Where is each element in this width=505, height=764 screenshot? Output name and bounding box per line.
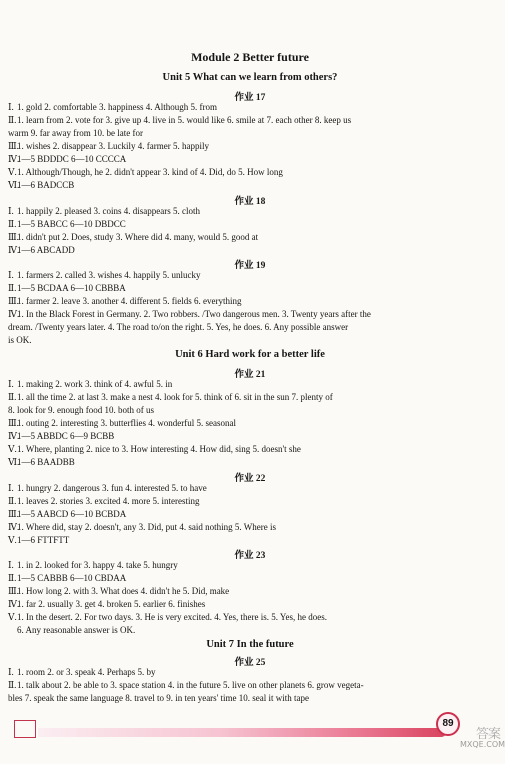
answer-line: Ⅲ.1. didn't put 2. Does, study 3. Where did 4. many, would 5. good at xyxy=(8,232,259,242)
answer-line: Ⅱ.1. all the time 2. at last 3. make a nest 4. look for 5. think of 6. sit in the sun 7. plenty of xyxy=(8,392,333,402)
unit-5-title: Unit 5 What can we learn from others? xyxy=(162,72,338,83)
answer-line: Ⅴ.1—6 FTTFTT xyxy=(8,535,70,545)
homework-21-label: 作业 21 xyxy=(234,370,266,380)
answer-line: Ⅱ.1. leaves 2. stories 3. excited 4. more 5. interesting xyxy=(8,496,200,506)
answer-line: bles 7. speak the same language 8. travel to 9. in ten years' time 10. seal it with tape xyxy=(8,693,310,703)
answer-line: Ⅴ.1. In the desert. 2. For two days. 3. He is very excited. 4. Yes, there is. 5. Yes, he does. xyxy=(8,612,327,622)
answer-line: Ⅳ.1. In the Black Forest in Germany. 2. Two robbers. /Two dangerous men. 3. Twenty years after the xyxy=(8,309,371,319)
answer-line: Ⅳ.1—5 ABBDC 6—9 BCBB xyxy=(8,431,115,441)
answer-line: Ⅴ.1. Although/Though, he 2. didn't appear 3. kind of 4. Did, do 5. How long xyxy=(8,167,283,177)
answer-line: Ⅳ.1. far 2. usually 3. get 4. broken 5. earlier 6. finishes xyxy=(8,599,206,609)
homework-23-label: 作业 23 xyxy=(234,551,266,561)
homework-18-label: 作业 18 xyxy=(234,197,266,207)
answer-line: 6. Any reasonable answer is OK. xyxy=(17,625,136,635)
answer-line: Ⅲ.1. farmer 2. leave 3. another 4. different 5. fields 6. everything xyxy=(8,296,242,306)
answer-line: Ⅲ.1—5 AABCD 6—10 BCBDA xyxy=(8,509,127,519)
answer-line: Ⅵ.1—6 BADCCB xyxy=(8,180,75,190)
footer-box-decoration xyxy=(14,720,36,738)
answer-line: Ⅳ.1—5 BDDDC 6—10 CCCCA xyxy=(8,154,127,164)
unit-7-title: Unit 7 In the future xyxy=(206,639,294,650)
answer-line: warm 9. far away from 10. be late for xyxy=(8,128,143,138)
answer-line: Ⅰ. 1. happily 2. pleased 3. coins 4. disappears 5. cloth xyxy=(8,206,200,216)
answer-line: Ⅳ.1. Where did, stay 2. doesn't, any 3. Did, put 4. said nothing 5. Where is xyxy=(8,522,277,532)
answer-line: Ⅰ. 1. making 2. work 3. think of 4. awful 5. in xyxy=(8,379,173,389)
page-number-badge: 89 xyxy=(436,712,460,736)
answer-line: Ⅰ. 1. room 2. or 3. speak 4. Perhaps 5. by xyxy=(8,667,156,677)
answer-line: Ⅴ.1. Where, planting 2. nice to 3. How interesting 4. How did, sing 5. doesn't she xyxy=(8,444,301,454)
answer-line: is OK. xyxy=(8,335,32,345)
answer-line: Ⅱ.1—5 BABCC 6—10 DBDCC xyxy=(8,219,126,229)
answer-line: 8. look for 9. enough food 10. both of us xyxy=(8,405,154,415)
homework-22-label: 作业 22 xyxy=(234,474,266,484)
answer-line: dream. /Twenty years later. 4. The road to/on the right. 5. Yes, he does. 6. Any possible answer xyxy=(8,322,349,332)
answer-line: Ⅰ. 1. gold 2. comfortable 3. happiness 4. Although 5. from xyxy=(8,102,217,112)
watermark-url: MXQE.COM xyxy=(460,740,505,749)
answer-line: Ⅰ. 1. farmers 2. called 3. wishes 4. happily 5. unlucky xyxy=(8,270,201,280)
homework-25-label: 作业 25 xyxy=(234,658,266,668)
answer-line: Ⅱ.1—5 CABBB 6—10 CBDAA xyxy=(8,573,127,583)
answer-line: Ⅰ. 1. in 2. looked for 3. happy 4. take 5. hungry xyxy=(8,560,178,570)
answer-line: Ⅲ.1. wishes 2. disappear 3. Luckily 4. farmer 5. happily xyxy=(8,141,209,151)
unit-6-title: Unit 6 Hard work for a better life xyxy=(175,349,325,360)
answer-line: Ⅳ.1—6 ABCADD xyxy=(8,245,75,255)
module-title: Module 2 Better future xyxy=(191,50,309,64)
answer-line: Ⅱ.1. learn from 2. vote for 3. give up 4. live in 5. would like 6. smile at 7. each other 8. keep us xyxy=(8,115,352,125)
answer-line: Ⅲ.1. How long 2. with 3. What does 4. didn't he 5. Did, make xyxy=(8,586,230,596)
answer-line: Ⅱ.1. talk about 2. be able to 3. space station 4. in the future 5. live on other planets 6. grow vegeta- xyxy=(8,680,364,690)
answer-line: Ⅱ.1—5 BCDAA 6—10 CBBBA xyxy=(8,283,126,293)
watermark xyxy=(460,727,505,750)
watermark-logo: 答案 xyxy=(475,727,500,742)
footer-gradient-bar xyxy=(38,728,446,737)
answer-line: Ⅰ. 1. hungry 2. dangerous 3. fun 4. interested 5. to have xyxy=(8,483,207,493)
homework-19-label: 作业 19 xyxy=(234,261,266,271)
homework-17-label: 作业 17 xyxy=(234,93,266,103)
answer-line: Ⅲ.1. outing 2. interesting 3. butterflies 4. wonderful 5. seasonal xyxy=(8,418,236,428)
answer-line: Ⅵ.1—6 BAADBB xyxy=(8,457,75,467)
